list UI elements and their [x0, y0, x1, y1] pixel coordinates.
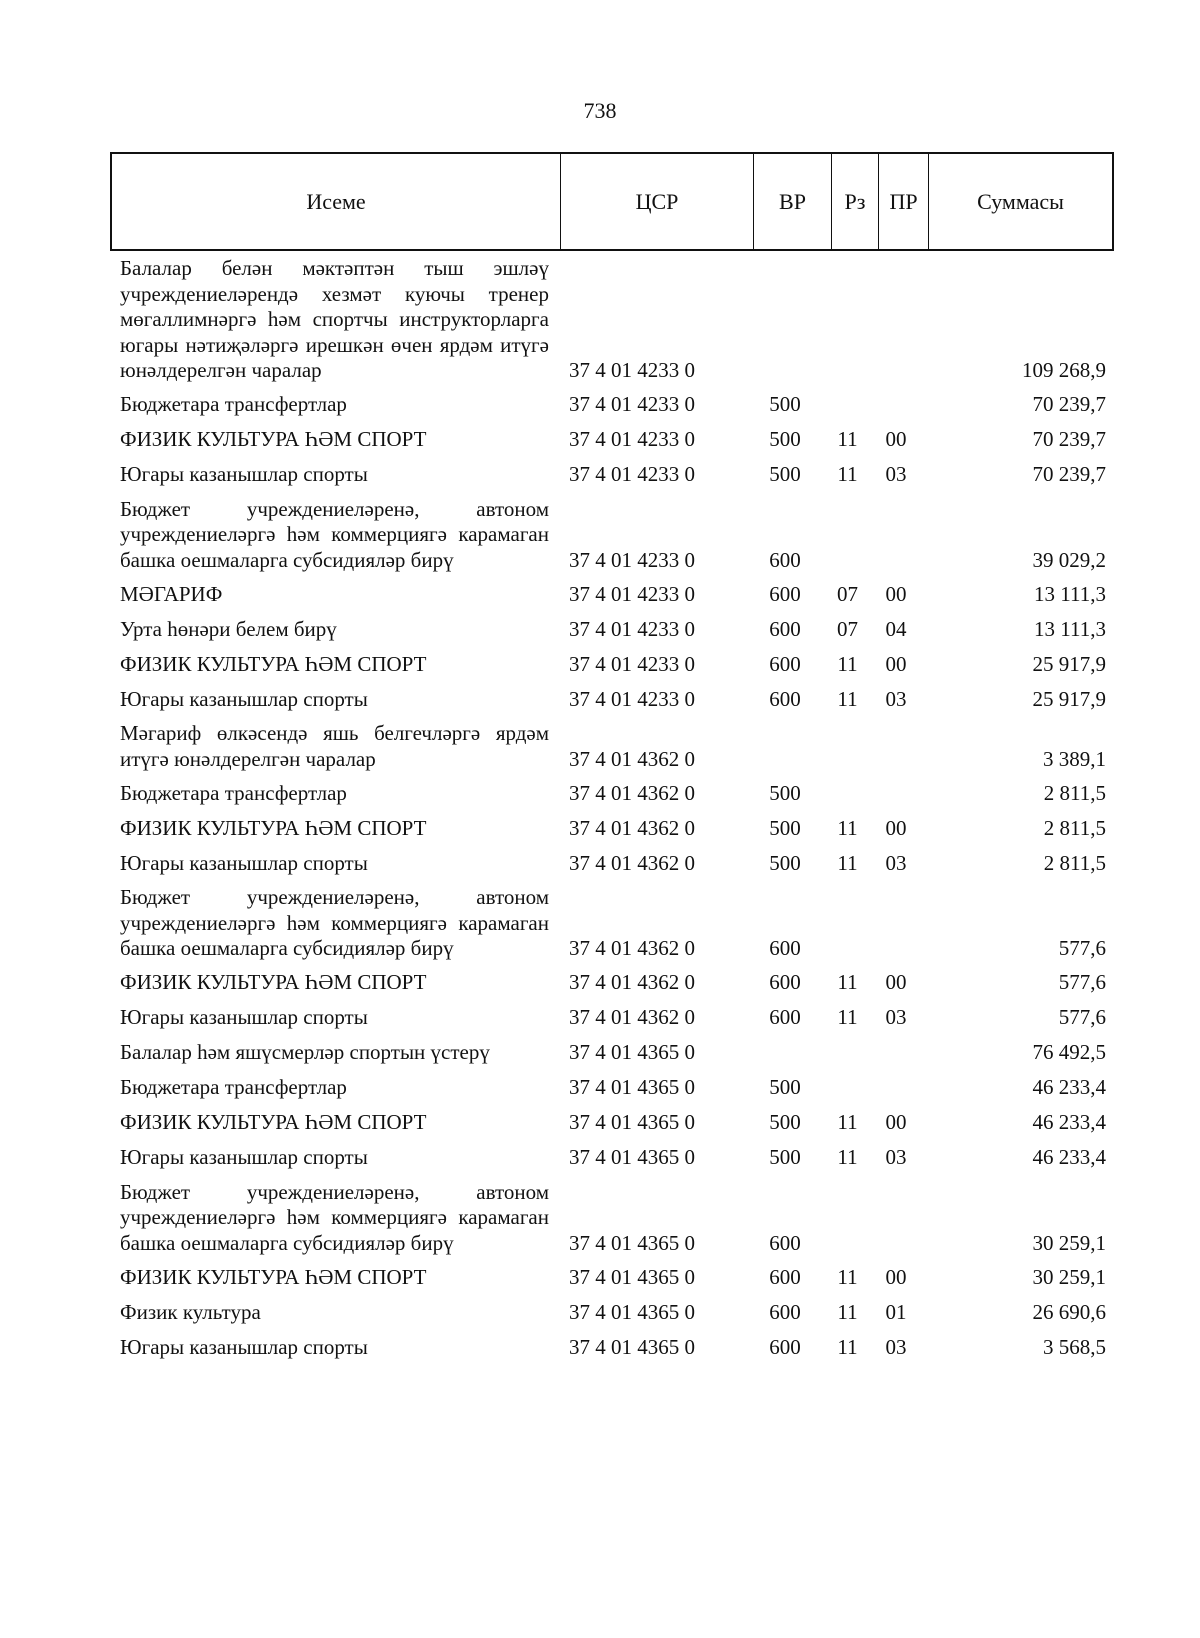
row-pr: 03 — [885, 1005, 907, 1030]
row-pr: 04 — [885, 616, 907, 641]
row-vr: 500 — [769, 462, 801, 487]
row-pr: 00 — [885, 651, 907, 676]
header-csr: ЦСР — [561, 154, 754, 249]
row-rz: 11 — [837, 1005, 858, 1030]
row-vr: 500 — [769, 1075, 801, 1100]
table-row — [110, 1141, 1114, 1176]
row-pr: 00 — [885, 1110, 907, 1135]
row-pr: 03 — [885, 462, 907, 487]
row-sum: 25 917,9 — [1032, 686, 1106, 711]
row-vr: 600 — [769, 547, 801, 572]
row-name: Бюджет учреждениеләренә, автоном учреждениеләргә һәм коммерциягә карамаган башка оешмаларга субсидияләр бирү — [120, 885, 549, 960]
row-rz: 11 — [837, 1264, 858, 1289]
row-csr: 37 4 01 4365 0 — [569, 1299, 695, 1324]
table-row — [110, 458, 1114, 493]
row-csr: 37 4 01 4362 0 — [569, 850, 695, 875]
row-vr: 600 — [769, 616, 801, 641]
header-sum: Суммасы — [977, 188, 1064, 214]
row-sum: 13 111,3 — [1034, 616, 1106, 641]
row-pr: 00 — [885, 815, 907, 840]
row-rz: 11 — [837, 1334, 858, 1359]
row-vr: 600 — [769, 1230, 801, 1255]
row-sum: 46 233,4 — [1032, 1075, 1106, 1100]
row-csr: 37 4 01 4233 0 — [569, 581, 695, 606]
table-header — [110, 152, 1114, 251]
row-pr: 00 — [885, 1264, 907, 1289]
table-row — [110, 493, 1114, 578]
row-name: ФИЗИК КУЛЬТУРА ҺӘМ СПОРТ — [120, 970, 427, 995]
row-name: Бюджет учреждениеләренә, автоном учреждениеләргә һәм коммерциягә карамаган башка оешмаларга субсидияләр бирү — [120, 496, 549, 572]
row-sum: 26 690,6 — [1032, 1299, 1106, 1324]
row-pr: 03 — [885, 1145, 907, 1170]
header-rz: Рз — [832, 154, 879, 249]
row-vr: 600 — [769, 651, 801, 676]
row-name: Бюджетара трансфертлар — [120, 1075, 347, 1100]
row-vr: 600 — [769, 1005, 801, 1030]
row-vr: 500 — [769, 850, 801, 875]
row-sum: 39 029,2 — [1032, 547, 1106, 572]
row-rz: 11 — [837, 1110, 858, 1135]
row-csr: 37 4 01 4362 0 — [569, 970, 695, 995]
row-name: ФИЗИК КУЛЬТУРА ҺӘМ СПОРТ — [120, 427, 427, 452]
page-number: 738 — [583, 98, 617, 123]
row-sum: 3 568,5 — [1043, 1334, 1106, 1359]
row-sum: 109 268,9 — [1022, 358, 1106, 382]
row-csr: 37 4 01 4365 0 — [569, 1145, 695, 1170]
row-vr: 500 — [769, 1110, 801, 1135]
row-name: Мәгариф өлкәсендә яшь белгечләргә ярдәм итүгә юнәлдерелгән чаралар — [120, 721, 549, 771]
row-name: Югары казанышлар спорты — [120, 686, 368, 711]
row-csr: 37 4 01 4365 0 — [569, 1040, 695, 1065]
row-name: ФИЗИК КУЛЬТУРА ҺӘМ СПОРТ — [120, 815, 427, 840]
row-sum: 70 239,7 — [1032, 462, 1106, 487]
table-row — [110, 682, 1114, 717]
row-vr: 600 — [769, 1334, 801, 1359]
row-sum: 30 259,1 — [1032, 1230, 1106, 1255]
table-row — [110, 612, 1114, 647]
table-row — [110, 1001, 1114, 1036]
row-csr: 37 4 01 4365 0 — [569, 1075, 695, 1100]
table-row — [110, 881, 1114, 966]
table-row — [110, 966, 1114, 1001]
table-row — [110, 1330, 1114, 1365]
row-csr: 37 4 01 4362 0 — [569, 1005, 695, 1030]
row-sum: 46 233,4 — [1032, 1145, 1106, 1170]
row-vr: 600 — [769, 686, 801, 711]
row-sum: 46 233,4 — [1032, 1110, 1106, 1135]
row-vr: 500 — [769, 427, 801, 452]
row-csr: 37 4 01 4233 0 — [569, 616, 695, 641]
row-rz: 11 — [837, 850, 858, 875]
row-rz: 11 — [837, 1145, 858, 1170]
row-vr: 600 — [769, 936, 801, 960]
row-sum: 76 492,5 — [1032, 1040, 1106, 1065]
row-sum: 25 917,9 — [1032, 651, 1106, 676]
table-row — [110, 776, 1114, 811]
row-sum: 13 111,3 — [1034, 581, 1106, 606]
row-rz: 11 — [837, 815, 858, 840]
row-sum: 2 811,5 — [1043, 780, 1106, 805]
table-row — [110, 1036, 1114, 1071]
row-csr: 37 4 01 4233 0 — [569, 427, 695, 452]
row-rz: 11 — [837, 427, 858, 452]
table-body — [110, 252, 1114, 1365]
table-row — [110, 1106, 1114, 1141]
row-name: МӘГАРИФ — [120, 581, 223, 606]
row-vr: 600 — [769, 1299, 801, 1324]
row-csr: 37 4 01 4362 0 — [569, 936, 695, 960]
row-name: Бюджет учреждениеләренә, автоном учреждениеләргә һәм коммерциягә карамаган башка оешмаларга субсидияләр бирү — [120, 1179, 549, 1255]
row-csr: 37 4 01 4365 0 — [569, 1334, 695, 1359]
row-csr: 37 4 01 4233 0 — [569, 651, 695, 676]
row-csr: 37 4 01 4233 0 — [569, 358, 695, 382]
row-csr: 37 4 01 4362 0 — [569, 815, 695, 840]
row-vr: 600 — [769, 581, 801, 606]
row-name: Физик культура — [120, 1299, 261, 1324]
table-row — [110, 846, 1114, 881]
row-sum: 2 811,5 — [1043, 815, 1106, 840]
row-sum: 577,6 — [1058, 970, 1106, 995]
row-name: ФИЗИК КУЛЬТУРА ҺӘМ СПОРТ — [120, 651, 427, 676]
header-pr: ПР — [879, 154, 929, 249]
row-name: Югары казанышлар спорты — [120, 1145, 368, 1170]
row-name: Югары казанышлар спорты — [120, 850, 368, 875]
row-sum: 577,6 — [1058, 936, 1106, 960]
table-row — [110, 811, 1114, 846]
table-row — [110, 252, 1114, 388]
table-row — [110, 647, 1114, 682]
table-row — [110, 717, 1114, 776]
row-name: Югары казанышлар спорты — [120, 1005, 368, 1030]
row-vr: 600 — [769, 970, 801, 995]
row-csr: 37 4 01 4365 0 — [569, 1230, 695, 1255]
header-name: Исеме — [112, 154, 561, 249]
table-row — [110, 1260, 1114, 1295]
row-csr: 37 4 01 4233 0 — [569, 547, 695, 572]
table-row — [110, 388, 1114, 423]
table-row — [110, 577, 1114, 612]
table-row — [110, 1176, 1114, 1261]
row-csr: 37 4 01 4233 0 — [569, 392, 695, 417]
row-name: Балалар һәм яшүсмерләр спортын үстерү — [120, 1040, 490, 1065]
row-pr: 00 — [885, 581, 907, 606]
row-name: Урта һөнәри белем бирү — [120, 616, 337, 641]
row-vr: 500 — [769, 780, 801, 805]
row-rz: 07 — [837, 616, 858, 641]
row-pr: 03 — [885, 686, 907, 711]
row-csr: 37 4 01 4362 0 — [569, 780, 695, 805]
row-name: Югары казанышлар спорты — [120, 462, 368, 487]
row-csr: 37 4 01 4365 0 — [569, 1264, 695, 1289]
row-name: Югары казанышлар спорты — [120, 1334, 368, 1359]
table-row — [110, 1071, 1114, 1106]
row-sum: 3 389,1 — [1043, 746, 1106, 771]
row-pr: 03 — [885, 1334, 907, 1359]
row-csr: 37 4 01 4362 0 — [569, 746, 695, 771]
row-pr: 00 — [885, 427, 907, 452]
row-vr: 600 — [769, 1264, 801, 1289]
row-rz: 11 — [837, 1299, 858, 1324]
row-rz: 11 — [837, 970, 858, 995]
row-name: Бюджетара трансфертлар — [120, 780, 347, 805]
row-csr: 37 4 01 4233 0 — [569, 686, 695, 711]
row-vr: 500 — [769, 815, 801, 840]
row-name: ФИЗИК КУЛЬТУРА ҺӘМ СПОРТ — [120, 1110, 427, 1135]
row-sum: 70 239,7 — [1032, 427, 1106, 452]
table-row — [110, 423, 1114, 458]
row-vr: 500 — [769, 1145, 801, 1170]
row-csr: 37 4 01 4233 0 — [569, 462, 695, 487]
table-row — [110, 1295, 1114, 1330]
row-name: Бюджетара трансфертлар — [120, 392, 347, 417]
row-csr: 37 4 01 4365 0 — [569, 1110, 695, 1135]
row-pr: 01 — [885, 1299, 907, 1324]
row-sum: 2 811,5 — [1043, 850, 1106, 875]
row-rz: 11 — [837, 686, 858, 711]
row-rz: 07 — [837, 581, 858, 606]
row-rz: 11 — [837, 651, 858, 676]
row-vr: 500 — [769, 392, 801, 417]
row-name: Балалар белән мәктәптән тыш эшләү учреждениеләрендә хезмәт куючы тренер мөгаллимнәргә һәм спортчы инструкторларга югары нәтиҗәләргә ирешкән өчен ярдәм итүгә юнәлдерелгән чаралар — [120, 256, 549, 382]
row-name: ФИЗИК КУЛЬТУРА ҺӘМ СПОРТ — [120, 1264, 427, 1289]
header-vr: ВР — [754, 154, 832, 249]
row-sum: 577,6 — [1058, 1005, 1106, 1030]
row-sum: 30 259,1 — [1032, 1264, 1106, 1289]
row-pr: 00 — [885, 970, 907, 995]
row-pr: 03 — [885, 850, 907, 875]
row-sum: 70 239,7 — [1032, 392, 1106, 417]
row-rz: 11 — [837, 462, 858, 487]
